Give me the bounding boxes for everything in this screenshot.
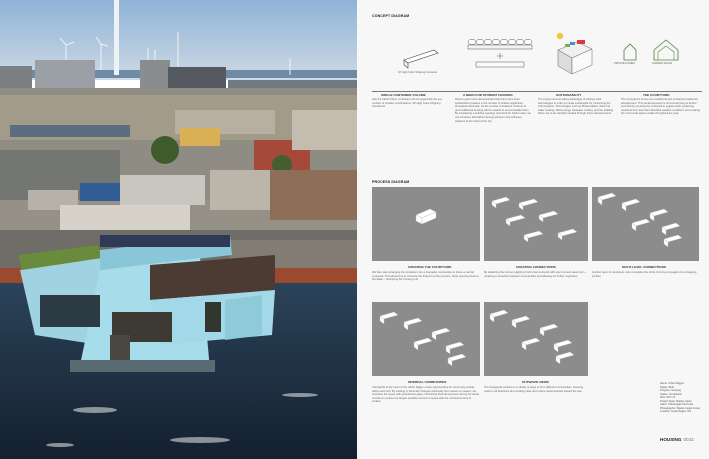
credit-line: Size: 697 m2 <box>660 396 676 399</box>
step3-title: MULTI-LEVEL CONNECTIONS <box>622 265 666 269</box>
concept-col2-title: A NEED FOR STUDENT HOUSING <box>463 93 513 97</box>
section-name: HOUSING <box>660 437 682 442</box>
process-panel-2 <box>484 187 588 261</box>
process-panel-1 <box>372 187 480 261</box>
concept-col1-text: Like the LEGO block, containers can be organized into any number of creative combinations. 40' High Cube Shipping Containers. <box>372 98 443 109</box>
concept-heading: CONCEPT DIAGRAM <box>372 14 410 18</box>
sustainability-icon <box>557 33 592 74</box>
step4-text: Courtyards at the heart of the Urban Rigger create opportunities for community activity within each unit. By working in Denmark changes drastically from season to season, we introduce the space with greenhouse glass, minimizing thermal exposure during the winter months to enclose the largest possible amount of space with the minimal amount of surface. <box>372 386 480 404</box>
concept-icons <box>372 22 702 90</box>
concept-col4-title: THE COURTYARD <box>643 93 670 97</box>
credit-line: Photographer: Bjarke Ingels Group <box>660 406 701 410</box>
credit-line: Name: Urban Rigger <box>660 382 684 385</box>
credit-line: Client: Urbanrigger Denmark <box>660 403 694 406</box>
credit-line: Status: Completed <box>660 392 682 396</box>
courtyard-icon <box>624 40 678 60</box>
private-homes-caption: PRIVATE HOMES <box>614 62 635 65</box>
concept-col4-text: The courtyard is known as a traditional part of Danish residential development. This social approach to communal living is further enriched by covering the courtyard in a glass shell, protecting residents from less than desirable weather conditions and creating the communal space usable throughout the year. <box>621 98 700 116</box>
concept-col2-text: Recent years have demonstrated that there have been substantial increases in the number of student applicants throughout Denmark. As the number of students continue to grow additional housing will be needed to accommodate them. By introducing a building typology optimized for harbor sites, we can introduce affordable housing solutions that will keep students at the heart of the city. <box>455 98 531 123</box>
process-panel-3 <box>592 187 699 261</box>
step1-title: CREATING THE COURTYARD <box>408 265 452 269</box>
step4-title: INTERNAL COMMUNITIES <box>408 380 447 384</box>
page-number: 0033 <box>683 437 694 442</box>
step5-title: OUTWARD VIEWS <box>522 380 549 384</box>
stacked-containers-icon <box>468 39 532 67</box>
process-panel-5 <box>484 302 588 376</box>
credit-line: Location: Copenhagen, DK <box>660 410 692 413</box>
shared-space-caption: SHARED SPACE <box>652 62 673 65</box>
concept-divider <box>372 91 702 92</box>
project-credits <box>660 382 708 414</box>
step3-text: Another layer of containers units completes the circle, forming a hexagon of overlapping profiles. <box>592 271 697 278</box>
concept-col1-title: SINGLE CONTAINER VOLUME <box>381 93 426 97</box>
process-heading: PROCESS DIAGRAM <box>372 180 410 184</box>
credit-line: Project Team: Bjarke Ingels <box>660 399 692 403</box>
concept-col3-title: SUSTAINABILITY <box>556 93 582 97</box>
credit-line: Program: Housing <box>660 389 681 392</box>
step5-text: The hexagonal combine is a variety of ways to form different communities, focusing views in all directions and creating clear and unique views directed toward the sea. <box>484 386 583 393</box>
concept-col3-text: The project aims at taking advantage of utilizing solar technologies in order to create sustainable for minimizing the CO2 footprint. Technologies such as Photovoltaics, Solar hot water heating, Wind energy, Seawater cooling, and the building fabric are to be carefully studied through future developments. <box>538 98 614 116</box>
page-footer <box>660 437 694 442</box>
container-caption: 40' High Cube Shipping Container <box>398 71 438 74</box>
step2-text: By detaching the corners slightly a horizontal courtyard with open corners takes form – creating a connection between communities and allowing for further expansion. <box>484 271 587 278</box>
step1-text: We then start arranging the containers into a triangular composition to frame a central courtyard. This allowed us to minimize the footprint of the pontoon, while opening views to the water – optimizing the housing unit. <box>372 271 479 282</box>
container-icon <box>404 50 438 68</box>
process-panel-4 <box>372 302 480 376</box>
credit-line: Status: Built <box>660 385 674 389</box>
step2-title: CREATING CONNECTIONS <box>516 265 556 269</box>
